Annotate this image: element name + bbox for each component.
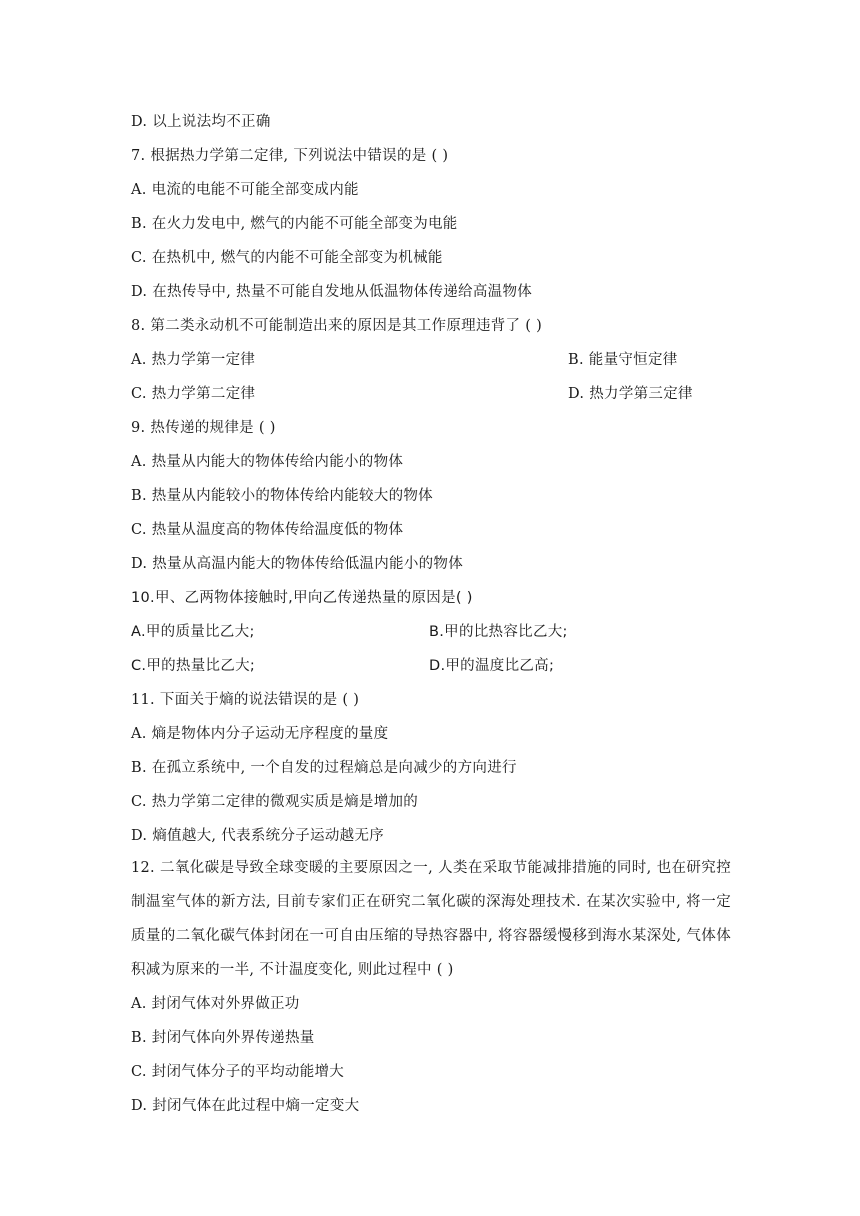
q6-option-d: D. 以上说法均不正确: [131, 114, 271, 130]
q7-option-a: A. 电流的电能不可能全部变成内能: [131, 182, 359, 198]
q8-stem: 8. 第二类永动机不可能制造出来的原因是其工作原理违背了 ( ): [131, 318, 543, 334]
q8-option-b: B. 能量守恒定律: [568, 352, 678, 368]
q12-stem: 12. 二氧化碳是导致全球变暖的主要原因之一, 人类在采取节能减排措施的同时, 也在研究控制温室气体的新方法, 目前专家们正在研究二氧化碳的深海处理技术. 在某次实验中, 将一定质量的二氧化碳气体封闭在一可自由压缩的导热容器中, 将容器缓慢移到海水某深处, 气体体积减为原来的一半, 不计温度变化, 则此过程中 ( ): [131, 860, 731, 978]
q12-option-a: A. 封闭气体对外界做正功: [131, 996, 300, 1012]
q8-option-c: C. 热力学第二定律: [131, 386, 256, 402]
q12-option-d: D. 封闭气体在此过程中熵一定变大: [131, 1098, 360, 1114]
q9-option-c: C. 热量从温度高的物体传给温度低的物体: [131, 522, 404, 538]
q10-option-d: D.甲的温度比乙高;: [429, 658, 555, 674]
q7-stem: 7. 根据热力学第二定律, 下列说法中错误的是 ( ): [131, 148, 449, 164]
q9-option-b: B. 热量从内能较小的物体传给内能较大的物体: [131, 488, 433, 504]
q11-stem: 11. 下面关于熵的说法错误的是 ( ): [131, 692, 360, 708]
q12-option-c: C. 封闭气体分子的平均动能增大: [131, 1064, 345, 1080]
q10-stem: 10.甲、乙两物体接触时,甲向乙传递热量的原因是( ): [131, 590, 473, 606]
q10-option-c: C.甲的热量比乙大;: [131, 658, 256, 674]
q9-option-d: D. 热量从高温内能大的物体传给低温内能小的物体: [131, 556, 464, 572]
q9-stem: 9. 热传递的规律是 ( ): [131, 420, 276, 436]
q7-option-c: C. 在热机中, 燃气的内能不可能全部变为机械能: [131, 250, 443, 266]
q11-option-b: B. 在孤立系统中, 一个自发的过程熵总是向减少的方向进行: [131, 760, 517, 776]
q8-option-d: D. 热力学第三定律: [568, 386, 693, 402]
q10-option-a: A.甲的质量比乙大;: [131, 624, 255, 640]
q11-option-c: C. 热力学第二定律的微观实质是熵是增加的: [131, 794, 419, 810]
q11-option-d: D. 熵值越大, 代表系统分子运动越无序: [131, 828, 385, 844]
q10-option-b: B.甲的比热容比乙大;: [429, 624, 568, 640]
q7-option-d: D. 在热传导中, 热量不可能自发地从低温物体传递给高温物体: [131, 284, 533, 300]
q8-option-a: A. 热力学第一定律: [131, 352, 256, 368]
q9-option-a: A. 热量从内能大的物体传给内能小的物体: [131, 454, 404, 470]
q7-option-b: B. 在火力发电中, 燃气的内能不可能全部变为电能: [131, 216, 458, 232]
q11-option-a: A. 熵是物体内分子运动无序程度的量度: [131, 726, 389, 742]
q12-option-b: B. 封闭气体向外界传递热量: [131, 1030, 315, 1046]
